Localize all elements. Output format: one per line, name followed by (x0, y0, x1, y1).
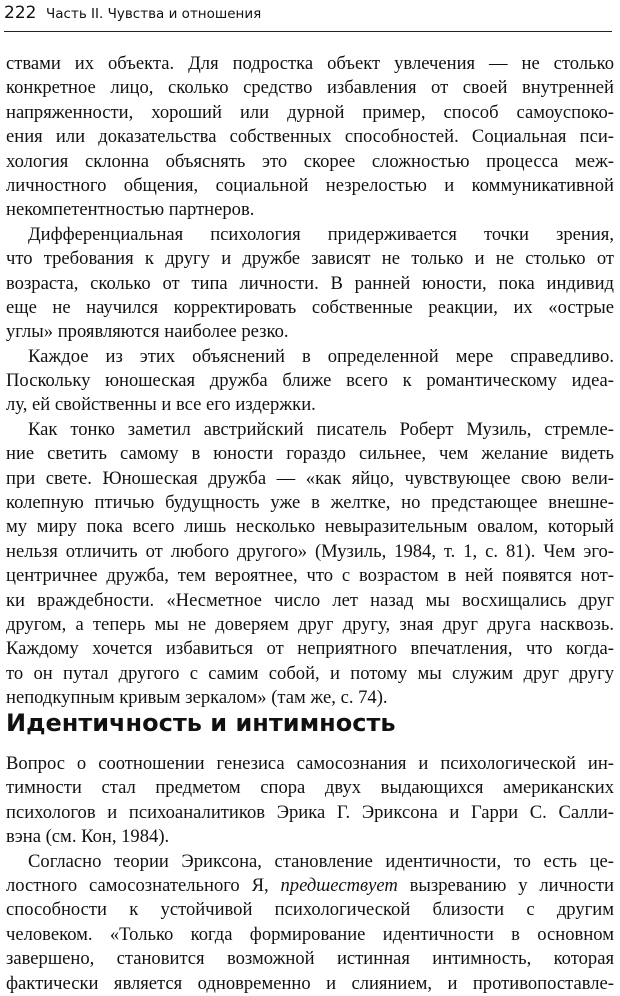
text-line: то он путал другого с самим собой, и потому мы служим друг другу (6, 662, 614, 684)
text-line: ки враждебности. «Несметное число лет назад мы восхищались друг (6, 589, 614, 611)
text-line: ние светить самому в юности гораздо сильнее, чем желание видеть (6, 443, 614, 465)
text-line: хология склонна объяснять это скорее сложностью процесса меж- (6, 150, 614, 172)
text-line: другом, а теперь мы не доверяем друг другу, зная друг друга насквозь. (6, 613, 614, 635)
section-heading: Идентичность и интимность (6, 709, 396, 737)
text-line: му миру пока всего лишь несколько невыразительным овалом, который (6, 516, 614, 538)
text-line: завершено, становится возможной истинная интимность, которая (6, 948, 614, 970)
body-text-top (6, 52, 614, 711)
text-line: личностного общения, социальной незрелостью и коммуникативной (6, 174, 614, 196)
text-line: Каждое из этих объяснений в определенной мере справедливо. (28, 345, 614, 367)
text-fragment: вызреванию у личности (397, 874, 614, 896)
text-fragment: лостного самосознательного Я, (6, 874, 281, 896)
text-line: ствами их объекта. Для подростка объект увлечения — не столько (6, 53, 614, 74)
text-line: центричнее дружба, тем вероятнее, что с возрастом в ней появятся нот- (6, 565, 614, 587)
text-line: Поскольку юношеская дружба ближе всего к романтическому идеа- (6, 370, 614, 392)
text-line-with-emphasis (6, 874, 614, 898)
running-head-title: Часть II. Чувства и отношения (46, 6, 262, 22)
text-line: фактически является одновременно и слиянием, и противопоставле- (6, 972, 614, 994)
text-line: психологов и психоаналитиков Эрика Г. Эриксона и Гарри С. Салли- (6, 801, 614, 823)
running-header (4, 0, 612, 32)
text-line: некомпетентностью партнеров. (6, 199, 255, 221)
text-line: Дифференциальная психология придерживается точки зрения, (28, 223, 614, 245)
text-line: человеком. «Только когда формирование идентичности в основном (6, 923, 614, 945)
text-line: тимности стал предметом спора двух выдающихся американских (6, 777, 614, 799)
text-line: еще не научился корректировать собственные реакции, их «острые (6, 296, 614, 318)
emphasized-word: предшествует (280, 874, 398, 896)
text-line: колепную птичью будущность уже в желтке, но предстающее внешне- (6, 492, 614, 514)
text-line: Согласно теории Эриксона, становление идентичности, то есть це- (28, 850, 614, 872)
text-line: Вопрос о соотношении генезиса самосознания и психологической ин- (6, 753, 614, 774)
text-line: что требования к другу и дружбе зависят не только и не столько от (6, 248, 614, 270)
text-line: ения или доказательства собственных способностей. Социальная пси- (6, 126, 614, 148)
text-line: при свете. Юношеская дружба — «как яйцо, чувствующее свою вели- (6, 467, 614, 489)
text-line: неподкупным кривым зеркалом» (там же, с. 74). (6, 687, 388, 709)
page-number: 222 (4, 3, 37, 23)
text-line: способности к устойчивой психологической близости с другим (6, 899, 614, 921)
text-line: нельзя отличить от любого другого» (Музиль, 1984, т. 1, с. 81). Чем эго- (6, 540, 614, 562)
text-line: Каждому хочется избавиться от неприятного впечатления, что когда- (6, 638, 614, 660)
body-text-bottom (6, 752, 614, 996)
text-line: лу, ей свойственны и все его издержки. (6, 394, 316, 416)
text-line: Как тонко заметил австрийский писатель Роберт Музиль, стремле- (28, 418, 614, 440)
text-line: напряженности, хороший или дурной пример, способ самоуспоко- (6, 101, 614, 123)
text-line: вэна (см. Кон, 1984). (6, 826, 170, 848)
text-line: возраста, сколько от типа личности. В ранней юности, пока индивид (6, 272, 614, 294)
text-line: углы» проявляются наиболее резко. (6, 321, 289, 343)
text-line: конкретное лицо, сколько средство избавления от своей внутренней (6, 77, 614, 99)
